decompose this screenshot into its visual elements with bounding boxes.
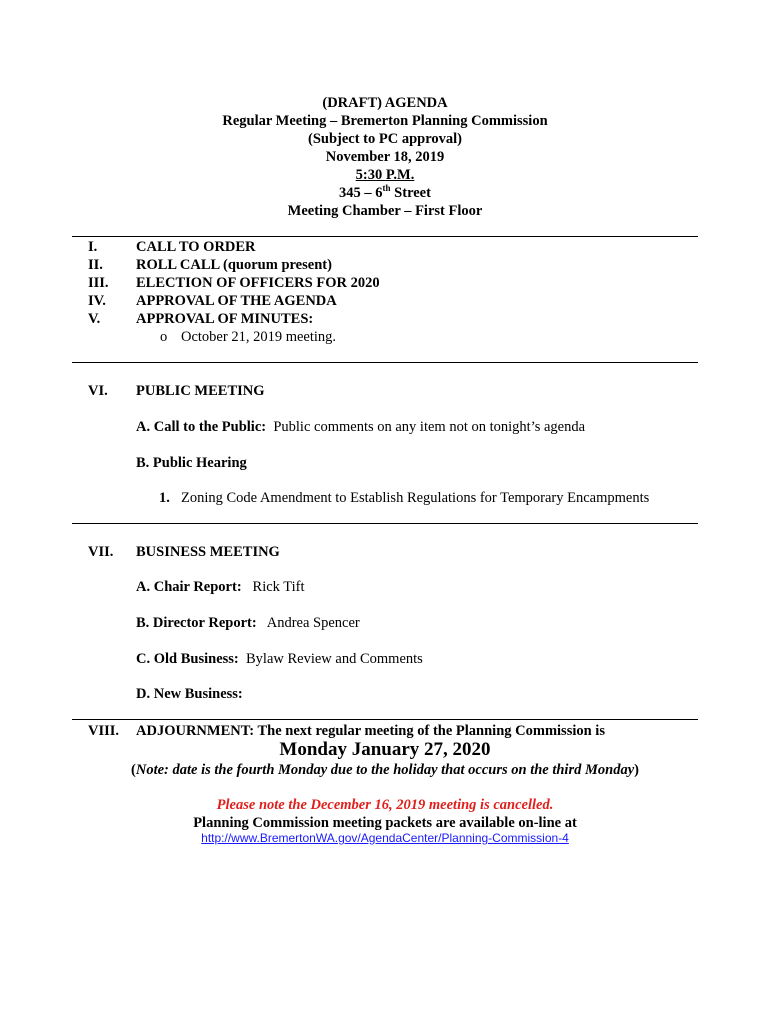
bullet-icon: o	[160, 329, 168, 345]
meeting-name: Regular Meeting – Bremerton Planning Commission	[222, 113, 548, 129]
meeting-address	[0, 184, 770, 202]
old-business-text: Bylaw Review and Comments	[246, 651, 423, 667]
adjournment-text: ADJOURNMENT: The next regular meeting of the Planning Commission is	[136, 723, 605, 739]
minutes-item: October 21, 2019 meeting.	[181, 329, 337, 345]
divider	[72, 236, 698, 237]
call-to-public-label: A. Call to the Public:	[136, 419, 267, 435]
hearing-item-num: 1.	[159, 490, 170, 506]
item-num: III.	[88, 275, 109, 291]
item-num: V.	[88, 311, 101, 327]
item-num: IV.	[88, 293, 106, 309]
address-post: Street	[390, 185, 431, 201]
meeting-location: Meeting Chamber – First Floor	[287, 203, 483, 219]
old-business-label: C. Old Business:	[136, 651, 239, 667]
call-to-public-text: Public comments on any item not on tonight’s agenda	[273, 419, 586, 435]
address-pre: 345 – 6	[339, 185, 383, 201]
item-num: II.	[88, 257, 103, 273]
old-business	[136, 650, 423, 668]
cancel-notice: Please note the December 16, 2019 meeting is cancelled.	[216, 797, 554, 813]
note-text: Note: date is the fourth Monday due to the holiday that occurs on the third Monday	[135, 762, 635, 778]
address-sup: th	[382, 183, 391, 194]
section-num: VIII.	[88, 723, 120, 739]
item-label: CALL TO ORDER	[136, 239, 256, 255]
agenda-title: (DRAFT) AGENDA	[322, 95, 448, 111]
new-business-label: D. New Business:	[136, 686, 243, 702]
hearing-item-text: Zoning Code Amendment to Establish Regulations for Temporary Encampments	[181, 490, 650, 506]
meeting-date: November 18, 2019	[325, 149, 445, 165]
item-num: I.	[88, 239, 98, 255]
call-to-public	[136, 418, 585, 436]
chair-report	[136, 578, 305, 596]
section-num: VII.	[88, 544, 114, 560]
date-note	[0, 761, 770, 779]
divider	[72, 362, 698, 363]
section-title: PUBLIC MEETING	[136, 383, 265, 399]
item-label: ELECTION OF OFFICERS FOR 2020	[136, 275, 380, 291]
director-report-text: Andrea Spencer	[266, 615, 360, 631]
director-report	[136, 614, 360, 632]
item-label: APPROVAL OF MINUTES:	[136, 311, 314, 327]
packets-notice: Planning Commission meeting packets are available on-line at	[193, 815, 577, 831]
chair-report-label: A. Chair Report:	[136, 579, 242, 595]
divider	[72, 719, 698, 720]
section-num: VI.	[88, 383, 108, 399]
divider	[72, 523, 698, 524]
meeting-time: 5:30 P.M.	[355, 167, 415, 183]
note-close: )	[634, 762, 639, 778]
item-label: ROLL CALL (quorum present)	[136, 257, 332, 273]
agenda-center-link[interactable]: http://www.BremertonWA.gov/AgendaCenter/Planning-Commission-4	[201, 831, 569, 845]
chair-report-text: Rick Tift	[252, 579, 305, 595]
meeting-time-row	[0, 166, 770, 184]
section-title: BUSINESS MEETING	[136, 544, 280, 560]
approval-note: (Subject to PC approval)	[308, 131, 462, 147]
next-meeting-date: Monday January 27, 2020	[279, 739, 491, 760]
director-report-label: B. Director Report:	[136, 615, 257, 631]
note-open: (	[131, 762, 136, 778]
public-hearing-label: B. Public Hearing	[136, 455, 247, 471]
item-label: APPROVAL OF THE AGENDA	[136, 293, 337, 309]
